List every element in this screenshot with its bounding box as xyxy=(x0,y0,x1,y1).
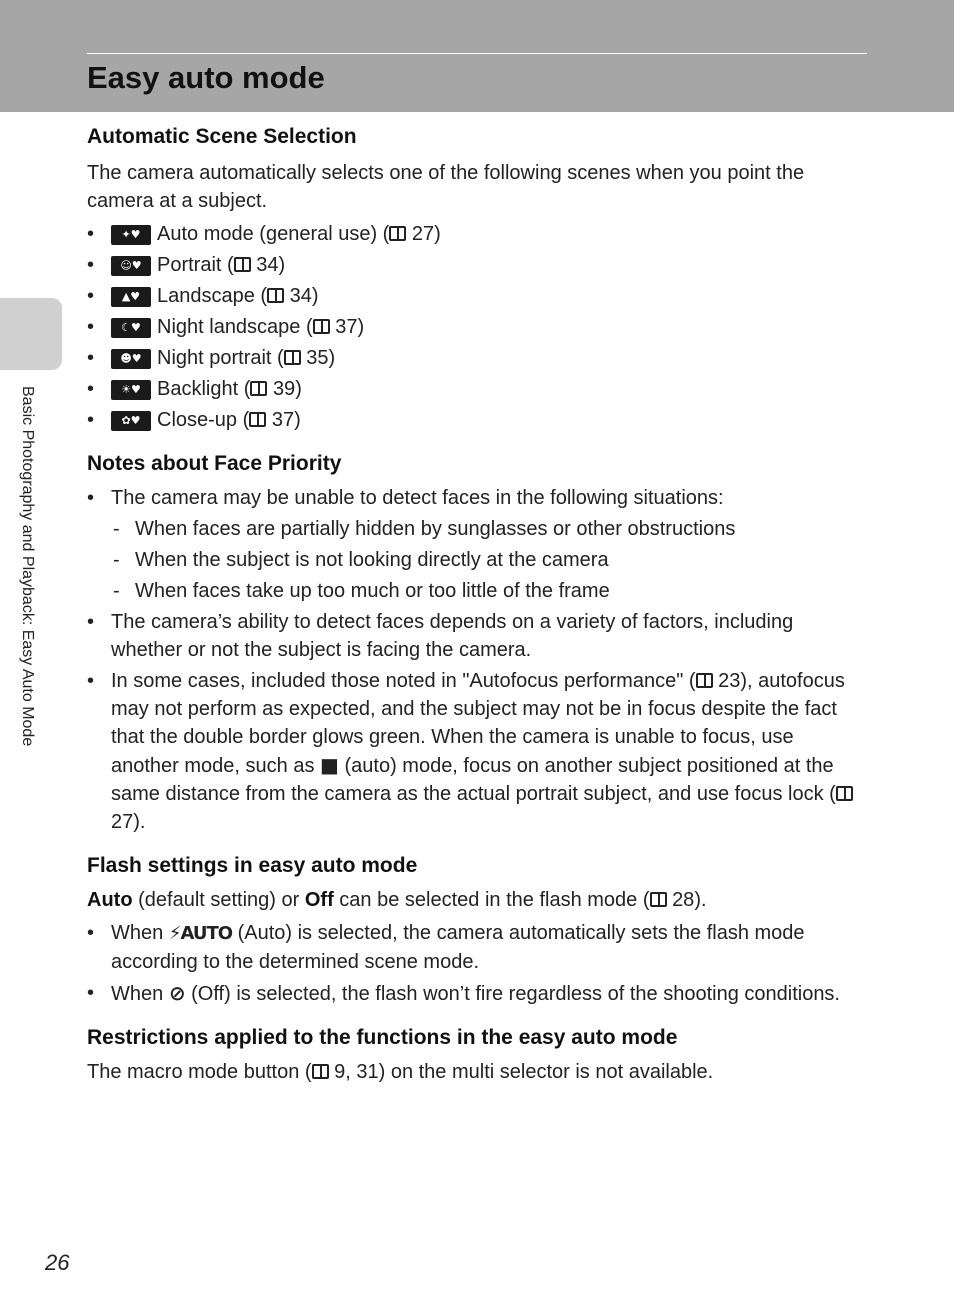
scene-selection-intro: The camera automatically selects one of the following scenes when you point the camera at a subject. xyxy=(87,162,805,212)
landscape-scene-icon: ▲♥ xyxy=(111,287,151,307)
close-up-scene-icon: ✿♥ xyxy=(111,411,151,431)
book-reference-icon xyxy=(650,892,667,907)
scene-item-backlight: • ☀♥ Backlight ( 39) xyxy=(87,375,867,403)
situation-list xyxy=(111,515,867,605)
book-reference-icon xyxy=(696,673,713,688)
book-reference-icon xyxy=(389,226,406,241)
page-header-band xyxy=(0,0,954,112)
flash-note-item: • When ⚡AUTO (Auto) is selected, the camera automatically sets the flash mode according to the determined scene mode. xyxy=(87,919,867,976)
note-item: • In some cases, included those noted in "Autofocus performance" ( 23), autofocus may not perform as expected, and the subject may not be in focus despite the fact that the double border glows green. When the camera is unable to focus, use another mode, such as ■ (auto) mode, focus on another subject positioned at the same distance from the camera as the actual portrait subject, and use focus lock ( 27). xyxy=(87,667,867,836)
portrait-scene-icon: ☺♥ xyxy=(111,256,151,276)
book-reference-icon xyxy=(312,1064,329,1079)
backlight-scene-icon: ☀♥ xyxy=(111,380,151,400)
night-landscape-scene-icon: ☾♥ xyxy=(111,318,151,338)
camera-icon: ■ xyxy=(320,753,339,777)
flash-intro: Auto (default setting) or Off can be selected in the flash mode ( 28). xyxy=(87,889,707,911)
book-reference-icon xyxy=(249,412,266,427)
header-rule xyxy=(87,53,867,54)
book-reference-icon xyxy=(267,288,284,303)
scene-item-night-portrait: • ☻♥ Night portrait ( 35) xyxy=(87,344,867,372)
scene-list xyxy=(87,220,867,434)
scene-item-close-up: • ✿♥ Close-up ( 37) xyxy=(87,406,867,434)
chapter-tab xyxy=(0,298,62,370)
page-title: Easy auto mode xyxy=(87,60,325,95)
note-item: • The camera may be unable to detect faces in the following situations: - When faces are partially hidden by sunglasses or other obstructions - When the subject is not looking directly at the camera - When faces take up too much or too little of the frame xyxy=(87,484,867,605)
flash-note-item: • When ⊘ (Off) is selected, the flash won’t fire regardless of the shooting conditions. xyxy=(87,979,867,1008)
page-number: 26 xyxy=(45,1250,70,1275)
face-priority-notes xyxy=(87,484,867,836)
page-content xyxy=(87,122,867,1086)
book-reference-icon xyxy=(250,381,267,396)
book-reference-icon xyxy=(284,350,301,365)
section-heading-restrictions: Restrictions applied to the functions in the easy auto mode xyxy=(87,1026,678,1049)
note-item: • The camera’s ability to detect faces depends on a variety of factors, including whether or not the subject is facing the camera. xyxy=(87,608,867,664)
restrictions-text: The macro mode button ( 9, 31) on the multi selector is not available. xyxy=(87,1061,714,1083)
night-portrait-scene-icon: ☻♥ xyxy=(111,349,151,369)
scene-item-landscape: • ▲♥ Landscape ( 34) xyxy=(87,282,867,310)
scene-item-portrait: • ☺♥ Portrait ( 34) xyxy=(87,251,867,279)
book-reference-icon xyxy=(313,319,330,334)
situation-item: - When the subject is not looking directly at the camera xyxy=(111,546,867,574)
flash-notes xyxy=(87,919,867,1008)
auto-scene-icon: ✦♥ xyxy=(111,225,151,245)
section-heading-automatic-scene-selection: Automatic Scene Selection xyxy=(87,125,357,148)
section-heading-face-priority: Notes about Face Priority xyxy=(87,452,342,475)
section-heading-flash-settings: Flash settings in easy auto mode xyxy=(87,854,418,877)
scene-item-auto: • ✦♥ Auto mode (general use) ( 27) xyxy=(87,220,867,248)
situation-item: - When faces take up too much or too little of the frame xyxy=(111,577,867,605)
flash-auto-icon: ⚡AUTO xyxy=(168,923,233,944)
flash-off-icon: ⊘ xyxy=(168,981,186,1005)
scene-item-night-landscape: • ☾♥ Night landscape ( 37) xyxy=(87,313,867,341)
chapter-side-label: Basic Photography and Playback: Easy Auto Mode xyxy=(19,386,36,747)
book-reference-icon xyxy=(234,257,251,272)
book-reference-icon xyxy=(836,786,853,801)
situation-item: - When faces are partially hidden by sunglasses or other obstructions xyxy=(111,515,867,543)
